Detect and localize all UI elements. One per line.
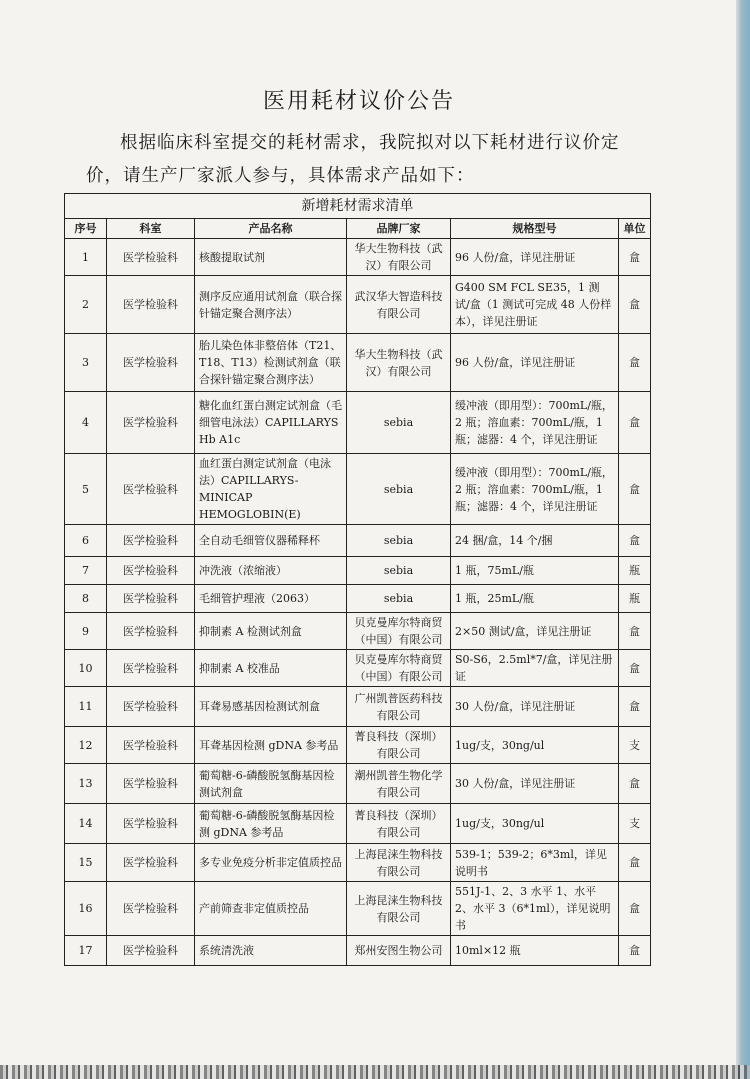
row-maker: sebia <box>347 585 451 613</box>
table-row <box>65 650 651 687</box>
row-unit: 盒 <box>619 276 651 334</box>
table-row <box>65 613 651 650</box>
row-no: 6 <box>65 525 107 557</box>
row-unit: 支 <box>619 804 651 844</box>
row-spec: 1ug/支，30ng/ul <box>451 804 619 844</box>
row-product: 耳聋易感基因检测试剂盒 <box>195 687 347 727</box>
row-dept: 医学检验科 <box>107 936 195 966</box>
row-spec: 1ug/支，30ng/ul <box>451 727 619 764</box>
header-spec: 规格型号 <box>451 219 619 239</box>
row-dept: 医学检验科 <box>107 613 195 650</box>
table-row <box>65 239 651 276</box>
row-spec: 缓冲液（即用型）：700mL/瓶，2 瓶；溶血素：700mL/瓶，1 瓶；滤器：4 个，详见注册证 <box>451 454 619 525</box>
row-product: 全自动毛细管仪器稀释杯 <box>195 525 347 557</box>
row-product: 胎儿染色体非整倍体（T21、T18、T13）检测试剂盒（联合探针锚定聚合测序法） <box>195 334 347 392</box>
row-product: 毛细管护理液（2063） <box>195 585 347 613</box>
row-product: 葡萄糖-6-磷酸脱氢酶基因检测试剂盒 <box>195 764 347 804</box>
table-row <box>65 276 651 334</box>
row-maker: 上海昆涞生物科技有限公司 <box>347 844 451 882</box>
row-spec: 2×50 测试/盒，详见注册证 <box>451 613 619 650</box>
header-unit: 单位 <box>619 219 651 239</box>
row-dept: 医学检验科 <box>107 392 195 454</box>
row-product: 血红蛋白测定试剂盒（电泳法）CAPILLARYS-MINICAP HEMOGLOBIN(E) <box>195 454 347 525</box>
row-no: 17 <box>65 936 107 966</box>
table-row <box>65 882 651 936</box>
row-maker: 武汉华大智造科技有限公司 <box>347 276 451 334</box>
row-product: 产前筛查非定值质控品 <box>195 882 347 936</box>
row-dept: 医学检验科 <box>107 239 195 276</box>
table-row <box>65 454 651 525</box>
row-spec: 10ml×12 瓶 <box>451 936 619 966</box>
row-no: 8 <box>65 585 107 613</box>
row-dept: 医学检验科 <box>107 844 195 882</box>
row-maker: 贝克曼库尔特商贸（中国）有限公司 <box>347 650 451 687</box>
table-row <box>65 764 651 804</box>
row-no: 10 <box>65 650 107 687</box>
row-no: 1 <box>65 239 107 276</box>
row-spec: S0-S6，2.5ml*7/盒，详见注册证 <box>451 650 619 687</box>
table-row <box>65 804 651 844</box>
row-dept: 医学检验科 <box>107 727 195 764</box>
row-spec: 539-1；539-2；6*3ml，详见说明书 <box>451 844 619 882</box>
intro-paragraph: 根据临床科室提交的耗材需求，我院拟对以下耗材进行议价定价，请生产厂家派人参与，具体需求产品如下： <box>86 133 620 186</box>
header-dept: 科室 <box>107 219 195 239</box>
row-unit: 盒 <box>619 392 651 454</box>
row-unit: 盒 <box>619 525 651 557</box>
document-title: 医用耗材议价公告 <box>262 89 455 114</box>
row-maker: 华大生物科技（武汉）有限公司 <box>347 334 451 392</box>
row-spec: 551J-1、2、3 水平 1、水平 2、水平 3（6*1ml），详见说明书 <box>451 882 619 936</box>
table-row <box>65 844 651 882</box>
row-maker: 上海昆涞生物科技有限公司 <box>347 882 451 936</box>
row-no: 13 <box>65 764 107 804</box>
header-no: 序号 <box>65 219 107 239</box>
header-product: 产品名称 <box>195 219 347 239</box>
row-spec: 30 人份/盒，详见注册证 <box>451 687 619 727</box>
row-spec: 1 瓶，25mL/瓶 <box>451 585 619 613</box>
row-maker: 郑州安图生物公司 <box>347 936 451 966</box>
table-row <box>65 936 651 966</box>
row-no: 4 <box>65 392 107 454</box>
row-no: 7 <box>65 557 107 585</box>
row-dept: 医学检验科 <box>107 687 195 727</box>
row-unit: 瓶 <box>619 585 651 613</box>
row-spec: 24 捆/盒，14 个/捆 <box>451 525 619 557</box>
row-maker: sebia <box>347 392 451 454</box>
row-dept: 医学检验科 <box>107 764 195 804</box>
row-unit: 盒 <box>619 844 651 882</box>
table-header-row <box>65 219 651 239</box>
row-spec: 30 人份/盒，详见注册证 <box>451 764 619 804</box>
requirements-table <box>64 193 651 966</box>
row-dept: 医学检验科 <box>107 525 195 557</box>
header-maker: 品牌厂家 <box>347 219 451 239</box>
row-maker: sebia <box>347 454 451 525</box>
table-row <box>65 334 651 392</box>
row-unit: 盒 <box>619 334 651 392</box>
row-product: 耳聋基因检测 gDNA 参考品 <box>195 727 347 764</box>
row-product: 葡萄糖-6-磷酸脱氢酶基因检测 gDNA 参考品 <box>195 804 347 844</box>
row-product: 系统清洗液 <box>195 936 347 966</box>
table-caption: 新增耗材需求清单 <box>65 194 651 219</box>
table-row <box>65 392 651 454</box>
row-dept: 医学检验科 <box>107 804 195 844</box>
row-unit: 瓶 <box>619 557 651 585</box>
row-product: 核酸提取试剂 <box>195 239 347 276</box>
row-product: 糖化血红蛋白测定试剂盒（毛细管电泳法）CAPILLARYS Hb A1c <box>195 392 347 454</box>
row-product: 抑制素 A 检测试剂盒 <box>195 613 347 650</box>
row-no: 15 <box>65 844 107 882</box>
row-maker: 华大生物科技（武汉）有限公司 <box>347 239 451 276</box>
row-no: 9 <box>65 613 107 650</box>
table-row <box>65 557 651 585</box>
row-dept: 医学检验科 <box>107 276 195 334</box>
table-row <box>65 687 651 727</box>
row-dept: 医学检验科 <box>107 585 195 613</box>
row-product: 多专业免疫分析非定值质控品 <box>195 844 347 882</box>
row-spec: 96 人份/盒，详见注册证 <box>451 334 619 392</box>
row-dept: 医学检验科 <box>107 334 195 392</box>
table-row <box>65 525 651 557</box>
row-product: 抑制素 A 校准品 <box>195 650 347 687</box>
row-unit: 盒 <box>619 764 651 804</box>
row-unit: 盒 <box>619 882 651 936</box>
row-unit: 盒 <box>619 650 651 687</box>
row-product: 测序反应通用试剂盒（联合探针锚定聚合测序法） <box>195 276 347 334</box>
row-no: 5 <box>65 454 107 525</box>
row-spec: 缓冲液（即用型）：700mL/瓶，2 瓶；溶血素：700mL/瓶，1 瓶；滤器：4 个，详见注册证 <box>451 392 619 454</box>
row-no: 3 <box>65 334 107 392</box>
row-spec: 96 人份/盒，详见注册证 <box>451 239 619 276</box>
row-maker: 贝克曼库尔特商贸（中国）有限公司 <box>347 613 451 650</box>
row-maker: 潮州凯普生物化学有限公司 <box>347 764 451 804</box>
row-unit: 盒 <box>619 936 651 966</box>
row-dept: 医学检验科 <box>107 882 195 936</box>
row-dept: 医学检验科 <box>107 650 195 687</box>
page-edge-bottom <box>0 1065 750 1079</box>
row-dept: 医学检验科 <box>107 454 195 525</box>
row-spec: 1 瓶，75mL/瓶 <box>451 557 619 585</box>
row-unit: 盒 <box>619 454 651 525</box>
row-unit: 盒 <box>619 613 651 650</box>
page-edge-right <box>736 0 750 1079</box>
row-unit: 支 <box>619 727 651 764</box>
row-dept: 医学检验科 <box>107 557 195 585</box>
table-row <box>65 585 651 613</box>
table-row <box>65 727 651 764</box>
row-product: 冲洗液（浓缩液） <box>195 557 347 585</box>
row-maker: sebia <box>347 557 451 585</box>
row-no: 2 <box>65 276 107 334</box>
row-no: 12 <box>65 727 107 764</box>
row-spec: G400 SM FCL SE35，1 测试/盒（1 测试可完成 48 人份样本），详见注册证 <box>451 276 619 334</box>
row-unit: 盒 <box>619 687 651 727</box>
row-maker: 广州凯普医药科技有限公司 <box>347 687 451 727</box>
row-maker: 菁良科技（深圳）有限公司 <box>347 727 451 764</box>
row-unit: 盒 <box>619 239 651 276</box>
row-maker: sebia <box>347 525 451 557</box>
row-no: 16 <box>65 882 107 936</box>
row-maker: 菁良科技（深圳）有限公司 <box>347 804 451 844</box>
row-no: 14 <box>65 804 107 844</box>
row-no: 11 <box>65 687 107 727</box>
